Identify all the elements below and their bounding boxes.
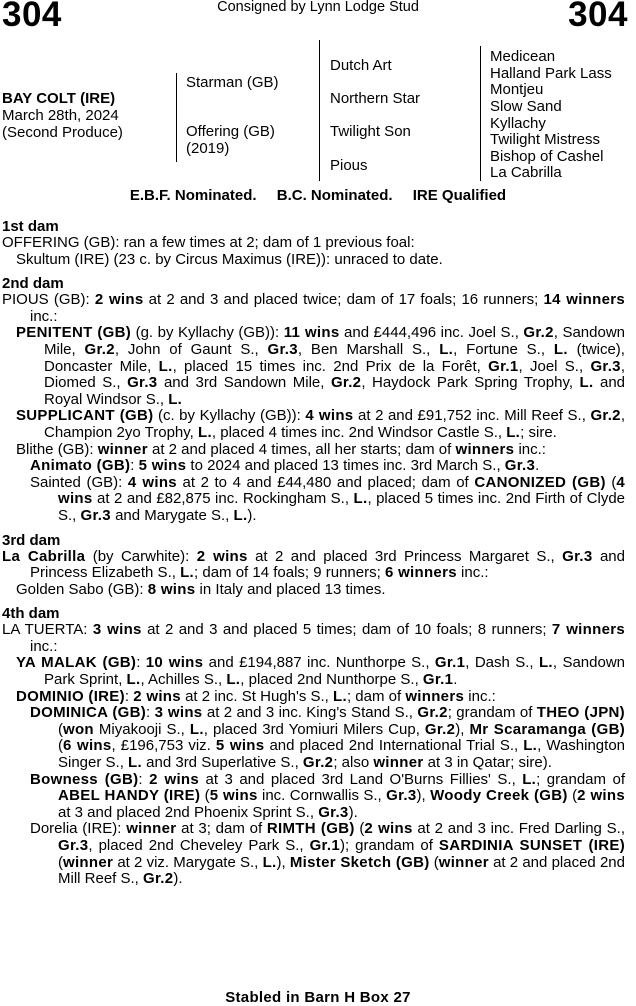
ancestor: Kyllachy (490, 115, 546, 132)
pedigree-bracket-2 (319, 40, 320, 181)
ancestor: Halland Park Lass (490, 65, 612, 82)
bc-nomination: B.C. Nominated. (276, 187, 393, 204)
nominations (0, 187, 636, 205)
ancestor: Bishop of Cashel (490, 148, 604, 165)
produce-entry: Animato (GB): 5 wins to 2024 and placed 13 times inc. 3rd March S., Gr.3. (30, 457, 540, 475)
produce-entry: DOMINICA (GB): 3 wins at 2 and 3 inc. King's Stand S., Gr.2; grandam of THEO (JPN) (won Miyakooji S., L., placed 3rd Yomiuri Milers Cup, Gr.2), Mr Scaramanga (GB) (6 wins, £196,753 viz. 5 wins and placed 2nd International Trial S., L., Washington Singer S., L. and 3rd Superlative S., Gr.2; also winner at 3 in Qatar; sire). (30, 704, 626, 772)
first-dam-heading: 1st dam (2, 218, 59, 235)
produce-entry: Dorelia (IRE): winner at 3; dam of RIMTH (GB) (2 wins at 2 and 3 inc. Fred Darling S., Gr.3, placed 2nd Cheveley Park S., Gr.1); grandam of SARDINIA SUNSET (IRE) (winner at 2 viz. Marygate S., L.), Mister Sketch (GB) (winner at 2 and placed 2nd Mill Reef S., Gr.2). (30, 820, 625, 888)
horse-foaled: March 28th, 2024 (2, 107, 119, 124)
sire-sire: Dutch Art (330, 57, 392, 74)
produce-entry: SUPPLICANT (GB) (c. by Kyllachy (GB)): 4 wins at 2 and £91,752 inc. Mill Reef S., Gr.2, Champion 2yo Trophy, L., placed 4 times inc. 2nd Windsor Castle S., L.; sire. (16, 407, 625, 441)
catalogue-body (2, 218, 625, 888)
dam: Offering (GB) (186, 123, 275, 140)
pedigree-bracket-1 (176, 73, 177, 162)
produce-entry: YA MALAK (GB): 10 wins and £194,887 inc. Nunthorpe S., Gr.1, Dash S., L., Sandown Park Sprint, L., Achilles S., L., placed 2nd Nunthorpe S., Gr.1. (16, 654, 626, 689)
produce-entry: Golden Sabo (GB): 8 wins in Italy and placed 13 times. (16, 580, 386, 598)
dam-dam: Pious (330, 157, 368, 174)
fourth-dam-entry: LA TUERTA: 3 wins at 2 and 3 and placed 5 times; dam of 10 foals; 8 runners; 7 winners inc.: (2, 621, 625, 655)
produce-entry: DOMINIO (IRE): 2 wins at 2 inc. St Hugh's S., L.; dam of winners inc.: (16, 687, 496, 705)
produce-entry: Skultum (IRE) (23 c. by Circus Maximus (IRE)): unraced to date. (16, 250, 443, 268)
horse-produce-note: (Second Produce) (2, 124, 123, 141)
second-dam-entry: PIOUS (GB): 2 wins at 2 and 3 and placed twice; dam of 17 foals; 16 runners; 14 winners inc.: (2, 291, 626, 325)
horse-name: BAY COLT (IRE) (2, 90, 116, 107)
produce-entry: Blithe (GB): winner at 2 and placed 4 times, all her starts; dam of winners inc.: (16, 440, 546, 458)
ancestor: Slow Sand (490, 98, 562, 115)
lot-number-right: 304 (568, 0, 628, 34)
sire: Starman (GB) (186, 74, 279, 91)
dam-year: (2019) (186, 140, 230, 157)
lot-number-left: 304 (2, 0, 62, 34)
consignor: Consigned by Lynn Lodge Stud (217, 0, 419, 15)
stabling-info: Stabled in Barn H Box 27 (225, 989, 411, 1006)
ebf-nomination: E.B.F. Nominated. (129, 187, 257, 204)
dam-sire: Twilight Son (330, 123, 411, 140)
sire-dam: Northern Star (330, 90, 421, 107)
third-dam-entry: La Cabrilla (by Carwhite): 2 wins at 2 and placed 3rd Princess Margaret S., Gr.3 and Princess Elizabeth S., L.; dam of 14 foals; 9 runners; 6 winners inc.: (2, 547, 625, 582)
fourth-dam-heading: 4th dam (2, 605, 60, 623)
produce-entry: PENITENT (GB) (g. by Kyllachy (GB)): 11 wins and £444,496 inc. Joel S., Gr.2, Sandown Mile, Gr.2, John of Gaunt S., Gr.3, Ben Marshall S., L., Fortune S., L. (twice), Doncaster Mile, L., placed 15 times inc. 2nd Prix de la Forêt, Gr.1, Joel S., Gr.3, Diomed S., Gr.3 and 3rd Sandown Mile, Gr.2, Haydock Park Spring Trophy, L. and Royal Windsor S., L. (16, 324, 626, 408)
third-dam-heading: 3rd dam (2, 531, 61, 549)
pedigree-bracket-3 (480, 46, 481, 181)
second-dam-heading: 2nd dam (2, 275, 64, 293)
ancestor: Twilight Mistress (490, 131, 601, 148)
ancestor: La Cabrilla (490, 164, 562, 181)
ancestor: Medicean (490, 48, 556, 65)
ancestor: Montjeu (490, 81, 544, 98)
produce-entry: Bowness (GB): 2 wins at 3 and placed 3rd Land O'Burns Fillies' S., L.; grandam of ABEL HANDY (IRE) (5 wins inc. Cornwallis S., Gr.3), Woody Creek (GB) (2 wins at 3 and placed 2nd Phoenix Sprint S., Gr.3). (30, 770, 625, 821)
first-dam-entry: OFFERING (GB): ran a few times at 2; dam of 1 previous foal: (2, 234, 415, 251)
ire-qualified: IRE Qualified (412, 187, 507, 204)
produce-entry: Sainted (GB): 4 wins at 2 to 4 and £44,480 and placed; dam of CANONIZED (GB) (4 wins at 2 and £82,875 inc. Rockingham S., L., placed 5 times inc. 2nd Firth of Clyde S., Gr.3 and Marygate S., L.). (30, 473, 625, 524)
